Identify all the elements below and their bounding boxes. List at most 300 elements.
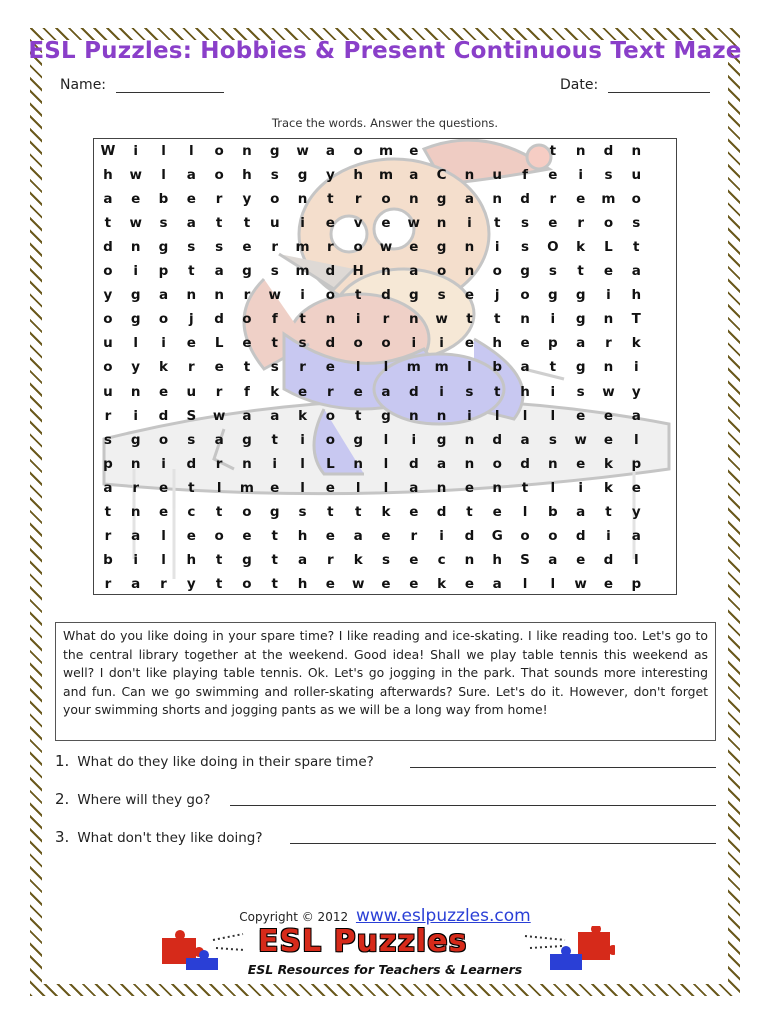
grid-cell: n	[464, 551, 475, 568]
grid-cell: a	[103, 479, 113, 496]
grid-cell: l	[355, 479, 361, 496]
grid-cell: h	[186, 551, 197, 568]
grid-cell: o	[520, 287, 530, 304]
grid-cell: k	[298, 407, 308, 424]
grid-cell: n	[214, 287, 224, 304]
grid-cell: l	[300, 479, 305, 496]
grid-cell: j	[189, 311, 194, 328]
grid-cell: l	[550, 479, 556, 496]
grid-cell	[650, 572, 677, 595]
grid-cell: i	[578, 167, 583, 184]
question-number: 1.	[55, 752, 70, 770]
grid-cell: e	[603, 407, 614, 424]
question-text: Where will they go?	[77, 792, 211, 808]
grid-cell: a	[325, 143, 335, 160]
grid-cell: l	[522, 575, 528, 592]
answer-line-2[interactable]	[230, 805, 716, 806]
grid-cell: l	[633, 431, 639, 448]
grid-cell: C	[436, 167, 447, 184]
grid-cell: g	[130, 311, 141, 328]
grid-cell: a	[298, 551, 308, 568]
grid-cell: n	[548, 455, 558, 472]
grid-cell: t	[354, 287, 362, 304]
grid-cell: u	[103, 335, 113, 352]
grid-cell: t	[327, 191, 334, 208]
grid-cell: d	[103, 239, 113, 256]
grid-cell: o	[353, 335, 363, 352]
grid-cell: a	[270, 407, 280, 424]
grid-cell: i	[550, 311, 556, 328]
grid-cell: a	[409, 263, 419, 280]
grid-cell: m	[295, 239, 310, 256]
grid-cell: a	[631, 407, 641, 424]
grid-cell: w	[351, 575, 365, 592]
grid-cell	[456, 139, 484, 163]
grid-cell: o	[325, 431, 336, 448]
grid-cell: p	[631, 575, 642, 592]
grid-cell: r	[327, 239, 334, 256]
grid-cell: L	[604, 239, 613, 256]
question-number: 2.	[55, 790, 70, 808]
grid-cell: l	[383, 359, 389, 376]
grid-cell: g	[130, 287, 141, 304]
grid-cell: n	[464, 263, 475, 280]
grid-cell: e	[186, 335, 196, 352]
grid-cell: a	[131, 527, 141, 544]
grid-cell: e	[464, 335, 474, 352]
grid-cell: y	[242, 191, 252, 208]
grid-cell: L	[214, 335, 224, 352]
grid-cell: b	[103, 551, 113, 568]
grid-cell: k	[381, 503, 391, 520]
grid-cell: l	[161, 167, 166, 184]
grid-cell: l	[133, 335, 139, 352]
grid-cell: o	[270, 191, 280, 208]
grid-cell: a	[214, 431, 224, 448]
grid-cell: t	[271, 431, 278, 448]
grid-cell: n	[408, 407, 419, 424]
grid-cell: i	[300, 287, 305, 304]
grid-cell: u	[186, 383, 197, 400]
copyright	[0, 906, 770, 926]
grid-cell: o	[548, 527, 558, 544]
grid-cell: s	[103, 431, 112, 448]
grid-cell: a	[409, 479, 419, 496]
grid-cell: e	[158, 383, 169, 400]
grid-cell: r	[215, 455, 223, 472]
grid-cell: r	[327, 551, 334, 568]
grid-cell: l	[522, 407, 528, 424]
grid-cell: o	[242, 311, 252, 328]
grid-cell: t	[271, 551, 278, 568]
grid-cell: g	[158, 239, 169, 256]
grid-cell: d	[492, 431, 503, 448]
grid-cell: l	[467, 359, 472, 376]
grid-cell: S	[186, 407, 197, 424]
grid-cell: s	[270, 263, 279, 280]
grid-cell: y	[103, 287, 113, 304]
grid-cell: e	[158, 479, 169, 496]
grid-cell: t	[271, 575, 278, 592]
grid-cell: n	[603, 359, 614, 376]
grid-cell: f	[522, 167, 528, 184]
grid-cell: l	[216, 479, 222, 496]
grid-cell: a	[186, 167, 196, 184]
grid-cell	[511, 139, 539, 163]
grid-cell: S	[520, 551, 530, 568]
grid-cell: m	[295, 263, 310, 280]
grid-cell: n	[297, 191, 308, 208]
question-1	[55, 752, 374, 770]
grid-cell: i	[411, 335, 417, 352]
grid-cell: e	[242, 335, 252, 352]
grid-cell: e	[631, 479, 641, 496]
grid-cell: s	[465, 383, 474, 400]
grid-cell: o	[436, 263, 447, 280]
grid-cell: t	[271, 335, 278, 352]
grid-cell: e	[158, 503, 169, 520]
grid-cell: g	[297, 167, 308, 184]
grid-cell: t	[215, 215, 223, 232]
grid-cell: t	[494, 311, 501, 328]
grid-cell: a	[576, 335, 586, 352]
grid-cell: i	[439, 527, 444, 544]
grid-cell: k	[576, 239, 586, 256]
grid-cell: o	[214, 143, 224, 160]
grid-cell: e	[409, 575, 419, 592]
grid-cell: o	[242, 575, 252, 592]
grid-cell: g	[548, 287, 558, 304]
grid-cell: e	[270, 479, 280, 496]
grid-cell: s	[270, 359, 279, 376]
grid-cell: e	[464, 287, 474, 304]
grid-cell: o	[214, 527, 224, 544]
grid-cell: t	[577, 263, 584, 280]
grid-cell	[650, 548, 677, 572]
grid-cell: n	[242, 143, 252, 160]
grid-cell: l	[383, 479, 389, 496]
grid-cell: n	[186, 287, 197, 304]
grid-cell: g	[575, 359, 586, 376]
grid-cell	[428, 139, 456, 163]
grid-cell: t	[215, 503, 223, 520]
grid-cell: l	[494, 407, 500, 424]
grid-cell: s	[548, 431, 557, 448]
grid-cell: r	[243, 287, 251, 304]
grid-cell: g	[381, 407, 391, 424]
grid-cell: n	[603, 311, 614, 328]
grid-cell: a	[103, 191, 113, 208]
grid-cell: e	[325, 479, 335, 496]
grid-cell: g	[520, 263, 530, 280]
grid-cell: a	[242, 407, 252, 424]
grid-cell: s	[270, 167, 279, 184]
grid-cell: r	[187, 359, 195, 376]
grid-cell: i	[300, 431, 305, 448]
letter-grid	[94, 139, 677, 595]
grid-cell: g	[408, 287, 419, 304]
grid-cell: h	[297, 575, 308, 592]
copyright-text: Copyright © 2012	[239, 910, 349, 924]
grid-cell: o	[492, 455, 502, 472]
grid-cell: a	[214, 263, 224, 280]
grid-cell: n	[381, 263, 391, 280]
grid-cell: w	[296, 143, 309, 160]
grid-cell: b	[548, 503, 558, 520]
grid-cell: e	[325, 575, 335, 592]
grid-cell: o	[242, 503, 252, 520]
grid-cell: n	[408, 191, 419, 208]
website-link[interactable]: www.eslpuzzles.com	[355, 906, 531, 926]
grid-cell: w	[435, 311, 448, 328]
grid-cell	[650, 380, 677, 404]
grid-cell: t	[104, 215, 112, 232]
grid-cell: d	[408, 383, 419, 400]
grid-cell: w	[129, 167, 142, 184]
grid-cell: w	[574, 575, 587, 592]
name-field[interactable]	[116, 92, 224, 93]
grid-cell: o	[353, 143, 363, 160]
grid-cell: d	[325, 335, 336, 352]
grid-cell: e	[464, 479, 474, 496]
grid-cell: g	[242, 263, 252, 280]
grid-cell: h	[631, 287, 642, 304]
grid-cell: r	[354, 191, 362, 208]
grid-cell: d	[520, 455, 530, 472]
grid-cell: i	[439, 335, 444, 352]
grid-cell: n	[464, 455, 475, 472]
grid-cell: y	[131, 359, 141, 376]
grid-cell: i	[161, 335, 166, 352]
grid-cell: a	[576, 503, 586, 520]
grid-cell: t	[549, 143, 557, 160]
grid-cell: e	[464, 575, 474, 592]
grid-cell	[650, 476, 677, 500]
grid-cell: n	[492, 479, 503, 496]
date-field[interactable]	[608, 92, 710, 93]
grid-cell: a	[492, 575, 502, 592]
grid-cell: d	[214, 311, 224, 328]
grid-cell: n	[130, 503, 141, 520]
grid-cell: s	[548, 263, 557, 280]
grid-cell: a	[409, 167, 419, 184]
grid-cell: r	[605, 335, 612, 352]
grid-cell: u	[269, 215, 280, 232]
grid-cell: n	[464, 239, 475, 256]
grid-cell: e	[297, 383, 308, 400]
grid-cell: o	[492, 263, 502, 280]
grid-cell: O	[547, 239, 559, 256]
grid-cell: s	[215, 239, 224, 256]
grid-cell: f	[244, 383, 250, 400]
grid-cell: w	[129, 215, 142, 232]
grid-cell: w	[407, 215, 421, 232]
grid-cell: e	[353, 383, 363, 400]
grid-cell: i	[133, 407, 139, 424]
grid-cell: n	[436, 215, 447, 232]
grid-cell: a	[353, 527, 363, 544]
grid-cell: t	[354, 407, 362, 424]
grid-cell: n	[575, 143, 586, 160]
grid-cell: t	[299, 311, 306, 328]
grid-cell: t	[104, 503, 112, 520]
grid-cell: o	[631, 191, 641, 208]
grid-cell: o	[103, 359, 113, 376]
grid-cell: r	[104, 575, 112, 592]
grid-cell: d	[603, 143, 614, 160]
grid-cell: c	[187, 503, 196, 520]
logo-tagline: ESL Resources for Teachers & Learners	[247, 962, 523, 977]
grid-cell: l	[383, 431, 389, 448]
grid-cell: m	[378, 143, 394, 160]
grid-cell: e	[186, 527, 196, 544]
grid-cell: i	[606, 287, 611, 304]
grid-cell: n	[130, 383, 141, 400]
grid-cell: r	[382, 311, 390, 328]
grid-cell: r	[215, 383, 223, 400]
grid-cell	[650, 187, 677, 211]
grid-cell: o	[158, 311, 169, 328]
grid-cell: w	[212, 407, 226, 424]
grid-cell: y	[325, 167, 335, 184]
grid-cell: e	[576, 407, 586, 424]
grid-cell: e	[325, 527, 335, 544]
grid-cell: c	[437, 551, 446, 568]
grid-cell: a	[464, 191, 474, 208]
grid-cell: i	[439, 383, 444, 400]
answer-line-3[interactable]	[290, 843, 716, 844]
reading-passage: What do you like doing in your spare time? I like reading and ice-skating. I like reading too. Let's go to the central library together at the weekend. Good idea! Shall we play table tennis this weekend as well? I don't like playing table tennis. Ok. Let's go jogging in the park. That sounds more interesting and fun. Can we go swimming and roller-skating afterwards? Sure. Let's do it. However, don't forget your swimming shorts and jogging pants as we will be a long way from home!	[55, 622, 716, 741]
name-label: Name:	[60, 77, 107, 93]
grid-cell: h	[492, 335, 503, 352]
grid-cell	[650, 428, 677, 452]
question-text: What don't they like doing?	[77, 830, 263, 846]
grid-cell: n	[520, 311, 530, 328]
grid-cell: d	[603, 551, 614, 568]
grid-cell: k	[631, 335, 641, 352]
grid-cell: o	[353, 239, 363, 256]
grid-cell: t	[549, 359, 557, 376]
grid-cell: e	[548, 167, 558, 184]
grid-cell	[650, 211, 677, 235]
grid-cell: o	[158, 431, 169, 448]
grid-cell: e	[131, 191, 141, 208]
grid-cell: l	[355, 359, 361, 376]
grid-cell: k	[603, 455, 613, 472]
logo: ESL Puzzles	[258, 924, 468, 959]
grid-cell	[650, 355, 677, 379]
grid-cell: l	[522, 503, 528, 520]
grid-cell: l	[550, 407, 556, 424]
question-text: What do they like doing in their spare time?	[77, 754, 374, 770]
grid-cell: g	[575, 311, 586, 328]
grid-cell: k	[159, 359, 168, 376]
grid-cell: l	[300, 455, 305, 472]
grid-cell: r	[577, 215, 584, 232]
grid-cell: e	[603, 263, 614, 280]
grid-cell: s	[159, 215, 168, 232]
grid-cell: e	[242, 527, 252, 544]
grid-cell: t	[466, 311, 473, 328]
grid-cell: b	[492, 359, 503, 376]
grid-cell: n	[464, 167, 475, 184]
grid-cell: w	[602, 383, 615, 400]
grid-cell: e	[242, 239, 252, 256]
grid-cell: n	[130, 455, 141, 472]
grid-cell	[650, 331, 677, 355]
grid-cell: w	[574, 431, 587, 448]
grid-cell: r	[327, 383, 334, 400]
grid-cell: s	[298, 335, 307, 352]
grid-cell: i	[467, 407, 472, 424]
grid-cell: t	[243, 215, 251, 232]
grid-cell: a	[381, 383, 391, 400]
grid-cell: H	[352, 263, 364, 280]
grid-cell: i	[300, 215, 305, 232]
grid-cell: u	[103, 383, 113, 400]
grid-cell: e	[381, 527, 391, 544]
grid-cell: G	[491, 527, 503, 544]
grid-cell	[650, 500, 677, 524]
grid-cell: d	[520, 191, 530, 208]
grid-cell: t	[494, 215, 501, 232]
grid-cell: l	[550, 575, 556, 592]
grid-cell: W	[100, 143, 116, 160]
grid-cell: h	[242, 167, 252, 184]
grid-cell: p	[548, 335, 558, 352]
grid-cell: v	[353, 215, 363, 232]
grid-cell: a	[631, 527, 641, 544]
grid-cell: o	[520, 527, 530, 544]
grid-cell: o	[214, 167, 224, 184]
grid-cell: i	[133, 143, 139, 160]
grid-cell: r	[410, 527, 418, 544]
grid-cell: s	[437, 287, 446, 304]
grid-cell: h	[103, 167, 113, 184]
grid-cell: k	[270, 383, 280, 400]
grid-cell: t	[188, 479, 195, 496]
grid-cell: n	[408, 311, 419, 328]
grid-cell: t	[633, 239, 640, 256]
answer-line-1[interactable]	[410, 767, 716, 768]
grid-cell: e	[409, 143, 419, 160]
grid-cell: h	[353, 167, 363, 184]
grid-cell: d	[325, 263, 336, 280]
grid-cell: i	[411, 431, 417, 448]
grid-cell: w	[379, 239, 393, 256]
grid-cell: t	[215, 551, 223, 568]
grid-cell	[650, 404, 677, 428]
grid-cell: h	[297, 527, 308, 544]
grid-cell	[650, 235, 677, 259]
grid-cell	[650, 524, 677, 548]
grid-cell: e	[520, 335, 530, 352]
grid-cell: o	[603, 215, 614, 232]
grid-cell: o	[381, 191, 391, 208]
grid-cell: l	[161, 143, 166, 160]
grid-cell: e	[325, 215, 335, 232]
grid-cell: i	[550, 383, 556, 400]
grid-cell: g	[242, 551, 252, 568]
grid-cell: i	[355, 311, 361, 328]
grid-cell: n	[353, 455, 363, 472]
grid-cell: s	[521, 215, 530, 232]
grid-cell: t	[521, 479, 529, 496]
grid-cell: d	[436, 503, 447, 520]
grid-cell: p	[631, 455, 642, 472]
grid-cell: e	[576, 455, 586, 472]
grid-cell: L	[326, 455, 335, 472]
